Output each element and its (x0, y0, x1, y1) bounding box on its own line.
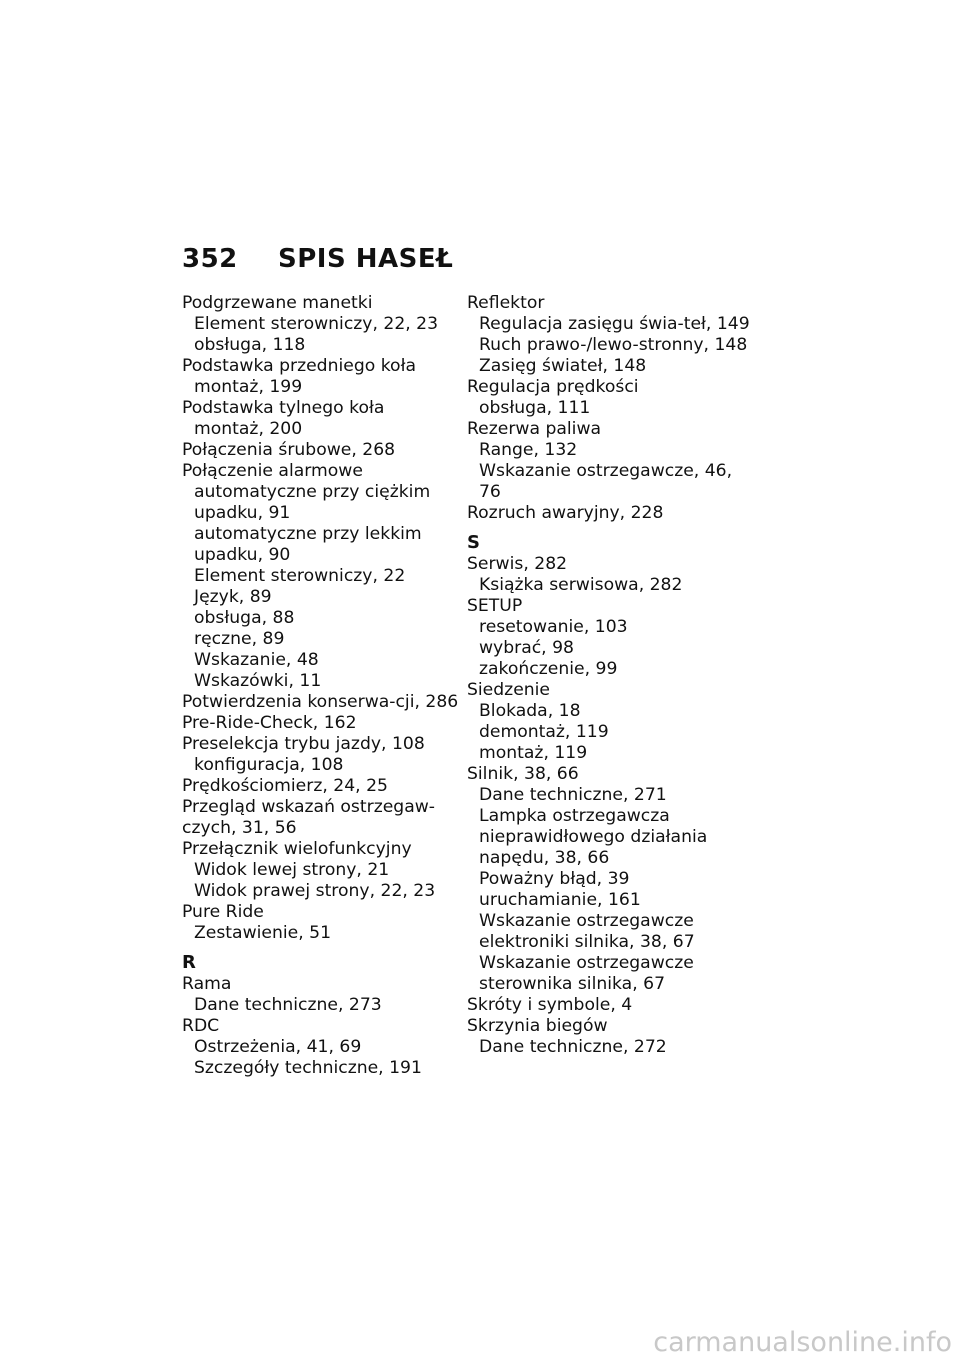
index-subentry: montaż, 200 (194, 419, 303, 439)
index-subentry: Język, 89 (194, 587, 272, 607)
page-number: 352 (182, 244, 238, 274)
index-entry (467, 419, 752, 503)
index-subentry: wybrać, 98 (479, 638, 574, 658)
index-entry (467, 596, 752, 680)
index-entry-head: Reflektor (467, 293, 545, 313)
index-entry-head: Siedzenie (467, 680, 551, 700)
index-subentry: Ruch prawo-/lewo-stronny, 148 (479, 335, 748, 355)
index-entry (467, 1016, 752, 1058)
index-column-left (182, 293, 467, 1079)
index-entry-head: Skrzynia biegów (467, 1016, 608, 1036)
index-entry (182, 734, 467, 776)
index-entry (182, 713, 467, 734)
index-entry-head: Pure Ride (182, 902, 264, 922)
index-entry-head: Podstawka przedniego koła (182, 356, 416, 376)
index-entry-head: Pre-Ride-Check, 162 (182, 713, 357, 733)
index-entry (467, 503, 752, 524)
index-subentry: Dane techniczne, 273 (194, 995, 382, 1015)
index-subentry: konfiguracja, 108 (194, 755, 344, 775)
index-subentry: Element sterowniczy, 22 (194, 566, 406, 586)
index-entry (467, 554, 752, 596)
index-entry-head: Regulacja prędkości (467, 377, 639, 397)
index-subentry: montaż, 199 (194, 377, 303, 397)
index-subentry: uruchamianie, 161 (479, 890, 641, 910)
index-subentry: Zestawienie, 51 (194, 923, 332, 943)
index-subentry: montaż, 119 (479, 743, 588, 763)
index-entry-head: Przełącznik wielofunkcyjny (182, 839, 412, 859)
index-entry-head: Potwierdzenia konserwa-cji, 286 (182, 692, 459, 712)
index-entry-head: Połączenia śrubowe, 268 (182, 440, 396, 460)
index-subentry: Blokada, 18 (479, 701, 581, 721)
index-column-right (467, 293, 752, 1058)
index-subentry: Ostrzeżenia, 41, 69 (194, 1037, 362, 1057)
index-entry (182, 440, 467, 461)
index-entry-head: RDC (182, 1016, 220, 1036)
index-subentry: obsługa, 88 (194, 608, 295, 628)
index-subentry: Wskazanie, 48 (194, 650, 319, 670)
index-subentry: Dane techniczne, 271 (479, 785, 667, 805)
index-subentry: Widok lewej strony, 21 (194, 860, 390, 880)
index-subentry: obsługa, 111 (479, 398, 591, 418)
index-subentry: Range, 132 (479, 440, 578, 460)
index-subentry: Zasięg świateł, 148 (479, 356, 647, 376)
index-letter: R (182, 952, 196, 973)
index-subentry: obsługa, 118 (194, 335, 306, 355)
index-entry-head: Preselekcja trybu jazdy, 108 (182, 734, 425, 754)
index-letter: S (467, 532, 480, 553)
index-entry (467, 680, 752, 764)
index-entry-head: Rozruch awaryjny, 228 (467, 503, 664, 523)
index-entry-head: Prędkościomierz, 24, 25 (182, 776, 388, 796)
index-entry (467, 764, 752, 995)
index-entry (182, 398, 467, 440)
index-subentry: zakończenie, 99 (479, 659, 618, 679)
index-entry-head: Rama (182, 974, 232, 994)
index-subentry: resetowanie, 103 (479, 617, 628, 637)
index-subentry: Wskazanie ostrzegawcze, 46, 76 (479, 461, 733, 502)
index-entry-head: Podstawka tylnego koła (182, 398, 385, 418)
index-entry (467, 995, 752, 1016)
index-subentry: automatyczne przy ciężkim upadku, 91 (194, 482, 431, 523)
index-entry-head: Przegląd wskazań ostrzegaw-czych, 31, 56 (182, 797, 435, 838)
index-subentry: Element sterowniczy, 22, 23 (194, 314, 439, 334)
index-subentry: demontaż, 119 (479, 722, 609, 742)
index-entry-head: Podgrzewane manetki (182, 293, 373, 313)
index-subentry: Widok prawej strony, 22, 23 (194, 881, 436, 901)
index-entry-head: SETUP (467, 596, 523, 616)
index-entry (182, 692, 467, 713)
index-entry-head: Skróty i symbole, 4 (467, 995, 633, 1015)
index-entry (467, 377, 752, 419)
index-entry (182, 839, 467, 902)
index-subentry: Poważny błąd, 39 (479, 869, 630, 889)
index-subentry: Wskazówki, 11 (194, 671, 322, 691)
index-entry-head: Serwis, 282 (467, 554, 568, 574)
index-entry (182, 461, 467, 692)
index-entry (182, 293, 467, 356)
index-subentry: Wskazanie ostrzegawcze sterownika silnika, 67 (479, 953, 694, 994)
index-entry-head: Silnik, 38, 66 (467, 764, 579, 784)
index-subentry: ręczne, 89 (194, 629, 285, 649)
index-subentry: automatyczne przy lekkim upadku, 90 (194, 524, 422, 565)
index-entry-head: Połączenie alarmowe (182, 461, 363, 481)
index-subentry: Lampka ostrzegawcza nieprawidłowego działania napędu, 38, 66 (479, 806, 708, 868)
index-entry (182, 356, 467, 398)
index-entry (182, 902, 467, 944)
index-entry-head: Rezerwa paliwa (467, 419, 602, 439)
index-subentry: Regulacja zasięgu świa-teł, 149 (479, 314, 750, 334)
page-header (182, 244, 453, 274)
index-entry (182, 974, 467, 1016)
index-subentry: Szczegóły techniczne, 191 (194, 1058, 422, 1078)
index-entry (182, 797, 467, 839)
index-subentry: Dane techniczne, 272 (479, 1037, 667, 1057)
index-entry (467, 293, 752, 377)
page-title: SPIS HASEŁ (278, 244, 454, 274)
index-entry (182, 776, 467, 797)
index-subentry: Wskazanie ostrzegawcze elektroniki silnika, 38, 67 (479, 911, 695, 952)
index-entry (182, 1016, 467, 1079)
index-subentry: Książka serwisowa, 282 (479, 575, 683, 595)
watermark: carmanualsonline.info (653, 1327, 952, 1358)
